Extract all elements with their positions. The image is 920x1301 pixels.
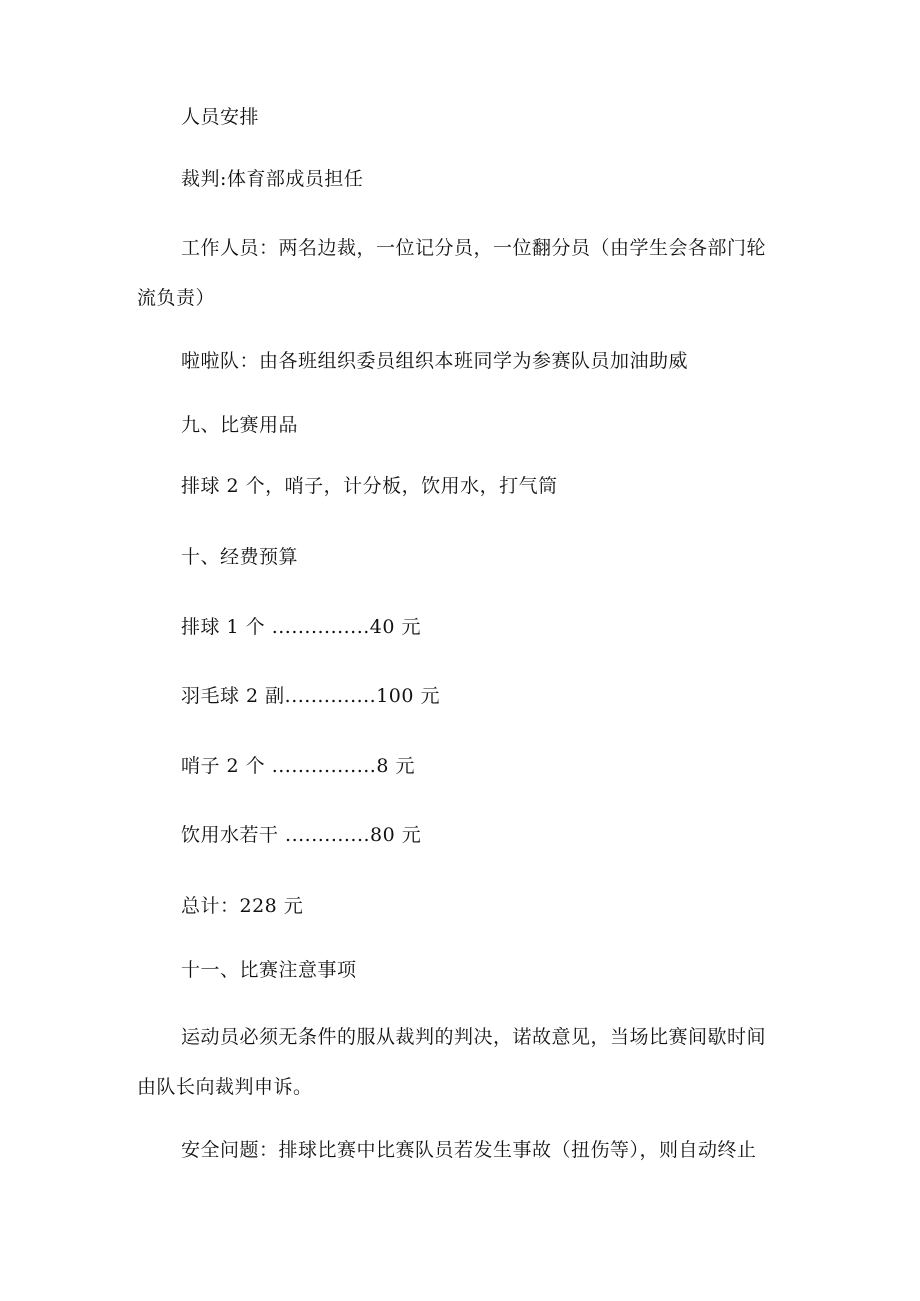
section-heading-budget: 十、经费预算 bbox=[181, 546, 299, 568]
budget-item-water: 饮用水若干 .............80 元 bbox=[181, 824, 422, 846]
section-heading-equipment: 九、比赛用品 bbox=[181, 414, 299, 436]
cheerleader-line: 啦啦队：由各班组织委员组织本班同学为参赛队员加油助威 bbox=[181, 350, 689, 372]
budget-item-badminton: 羽毛球 2 副..............100 元 bbox=[181, 685, 441, 707]
budget-item-whistle: 哨子 2 个 ................8 元 bbox=[181, 755, 415, 777]
staff-line-continued: 流负责） bbox=[137, 287, 216, 309]
budget-item-volleyball: 排球 1 个 ...............40 元 bbox=[181, 616, 422, 638]
staff-line: 工作人员：两名边裁，一位记分员，一位翻分员（由学生会各部门轮 bbox=[181, 237, 767, 259]
referee-line: 裁判:体育部成员担任 bbox=[181, 168, 364, 190]
safety-paragraph-line: 安全问题：排球比赛中比赛队员若发生事故（扭伤等），则自动终止 bbox=[181, 1139, 757, 1161]
section-heading-personnel: 人员安排 bbox=[181, 106, 260, 128]
budget-total: 总计：228 元 bbox=[181, 895, 304, 917]
section-heading-notes: 十一、比赛注意事项 bbox=[181, 959, 357, 981]
equipment-list: 排球 2 个，哨子，计分板，饮用水，打气筒 bbox=[181, 475, 558, 497]
notes-paragraph-line-continued: 由队长向裁判申诉。 bbox=[137, 1076, 313, 1098]
notes-paragraph-line: 运动员必须无条件的服从裁判的判决，诺故意见，当场比赛间歇时间 bbox=[181, 1026, 767, 1048]
